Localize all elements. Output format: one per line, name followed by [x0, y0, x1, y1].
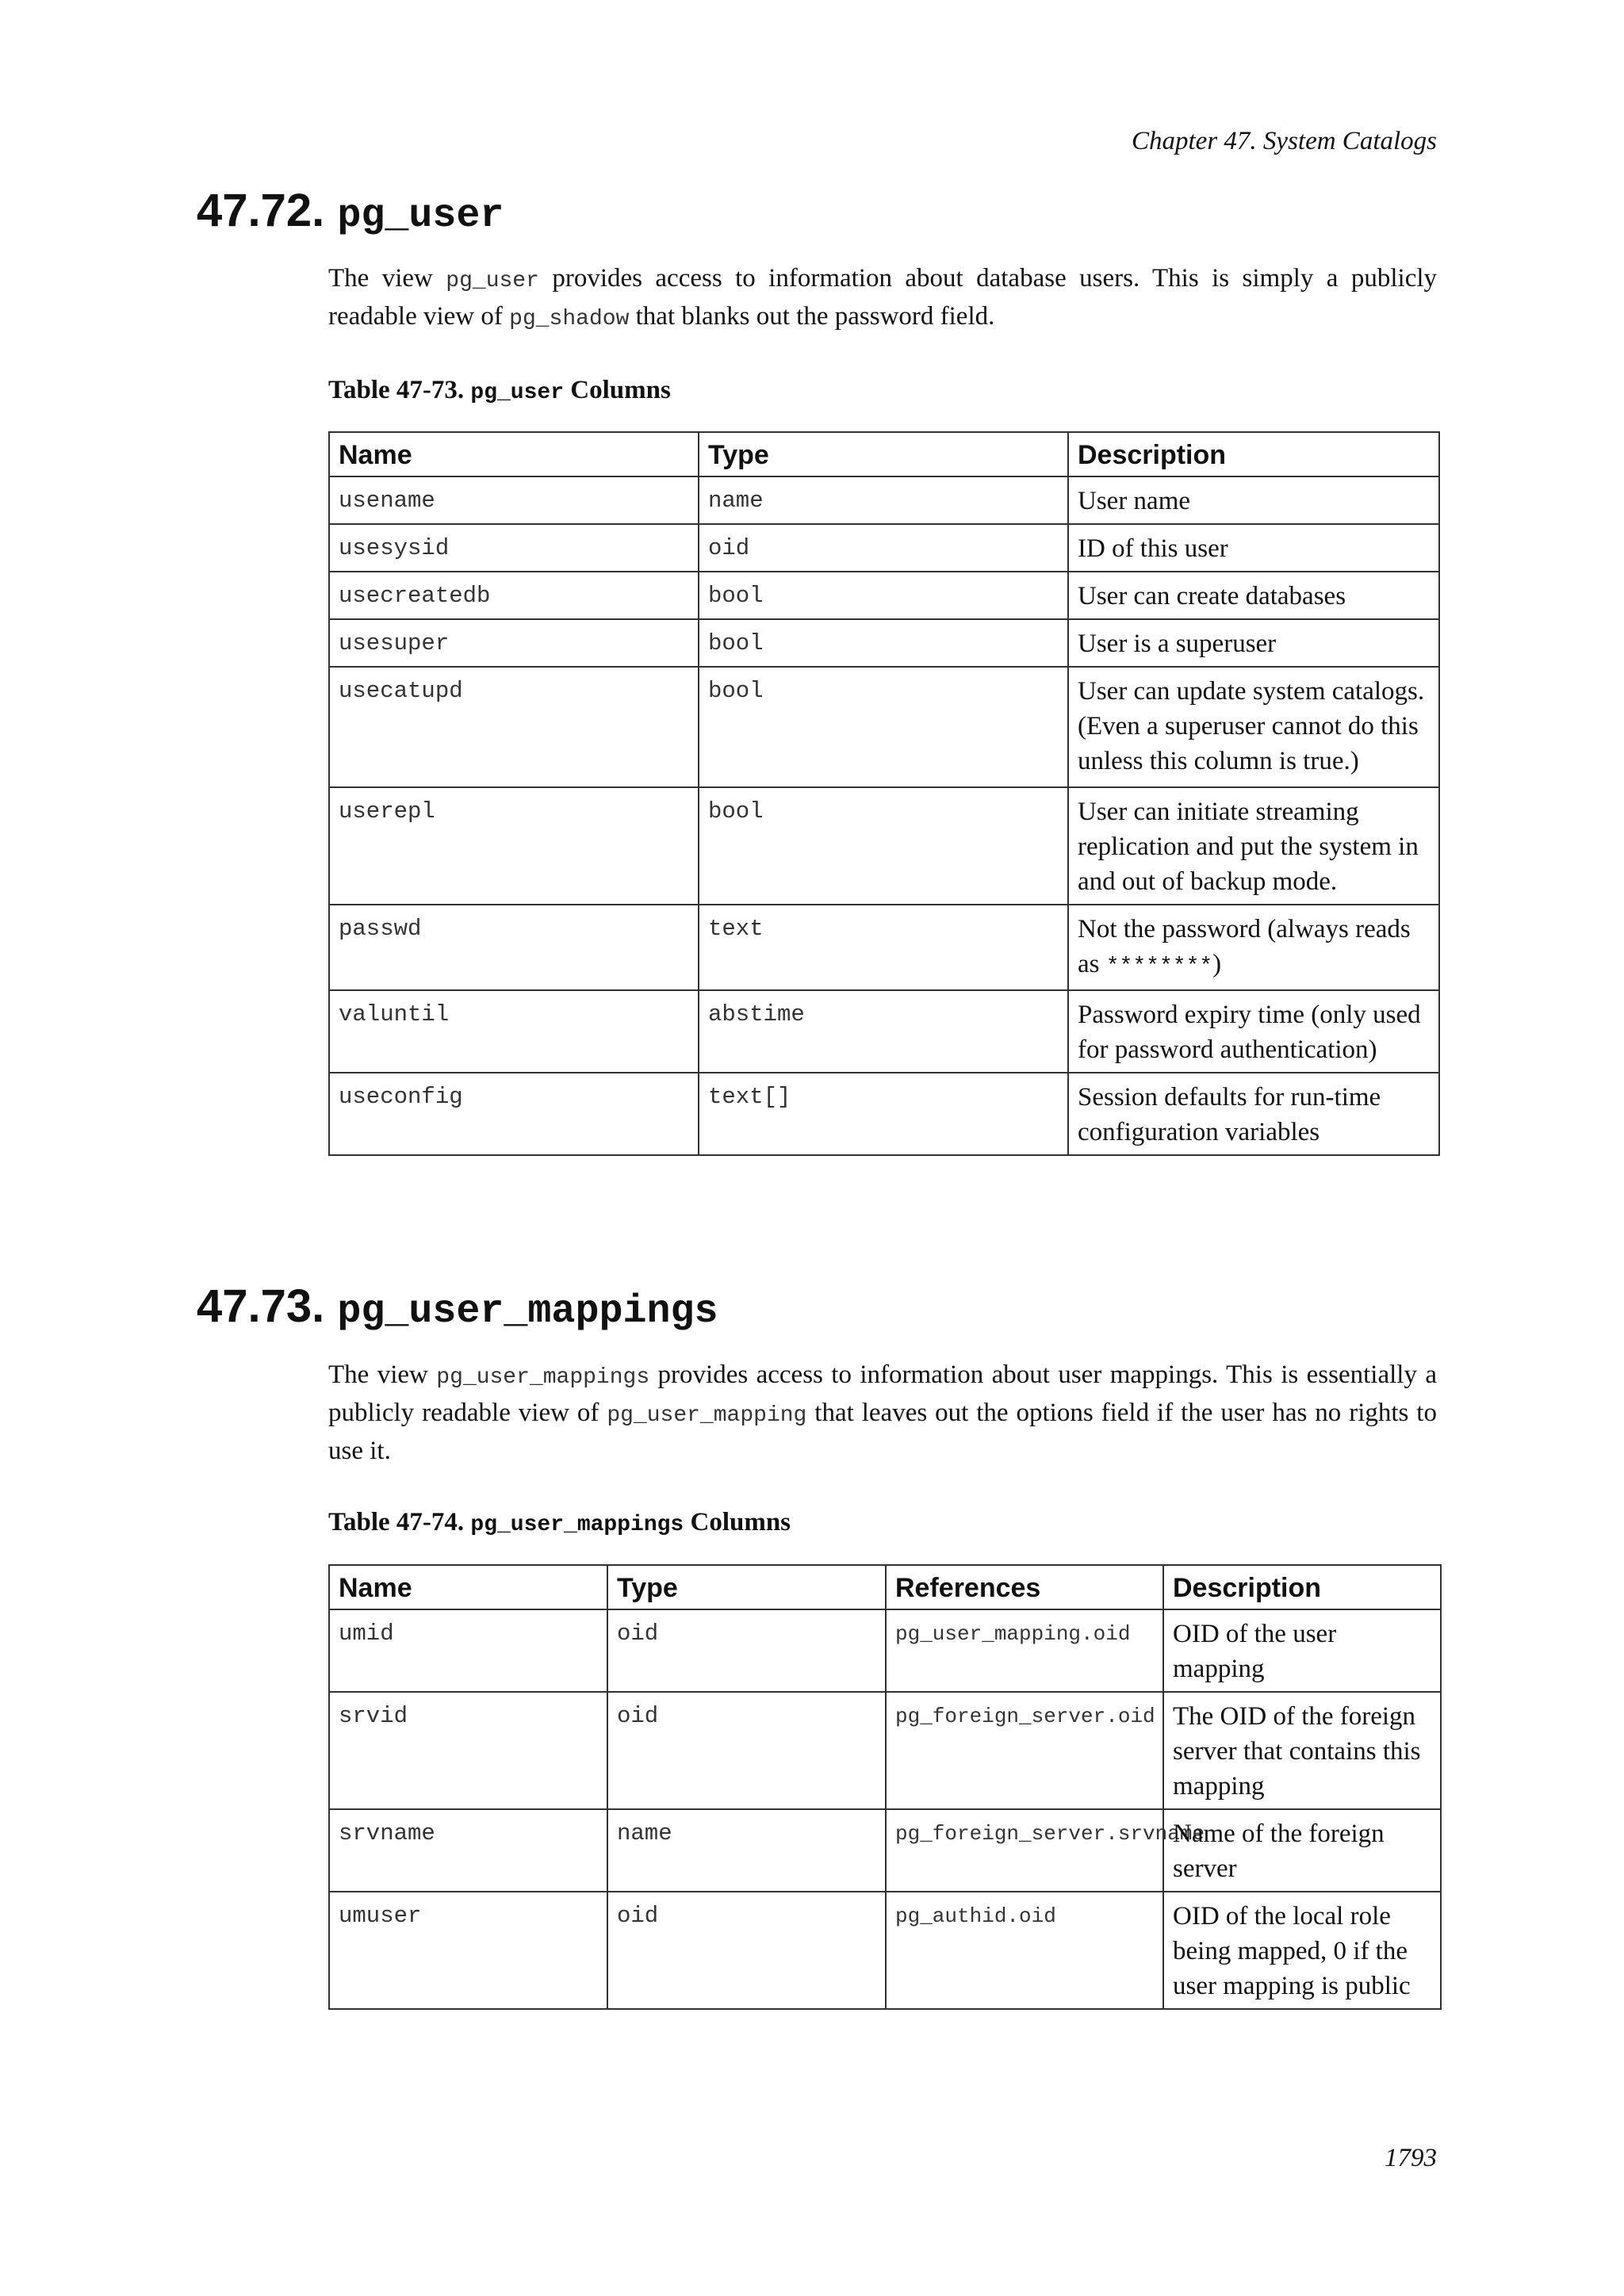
column-header-type: Type: [699, 432, 1068, 476]
inline-code: pg_user: [446, 269, 539, 293]
cell-type: bool: [699, 572, 1068, 619]
section-heading-pg-user: [197, 184, 504, 239]
table-row: [329, 1609, 1441, 1692]
table-row: [329, 1073, 1439, 1155]
cell-name: valuntil: [329, 990, 699, 1073]
caption-label: Table 47-74.: [328, 1508, 471, 1536]
cell-type: name: [699, 476, 1068, 524]
cell-name: userepl: [329, 787, 699, 905]
cell-type: text[]: [699, 1073, 1068, 1155]
cell-type: oid: [607, 1692, 886, 1809]
running-header: Chapter 47. System Catalogs: [1132, 127, 1437, 155]
para-text: provides access to information about user mappings. This is essentially a publicly readable view of: [328, 1360, 1438, 1427]
para-text: provides access to information about database users. This is simply a publicly readable view of: [328, 264, 1438, 331]
caption-suffix: Columns: [684, 1508, 791, 1536]
cell-name: umuser: [329, 1892, 607, 2009]
table-row: [329, 524, 1439, 572]
cell-type: abstime: [699, 990, 1068, 1073]
cell-description: User can update system catalogs. (Even a superuser cannot do this unless this column is true.): [1068, 667, 1439, 787]
cell-name: usesuper: [329, 619, 699, 667]
caption-suffix: Columns: [564, 376, 671, 404]
cell-references: pg_foreign_server.srvname: [886, 1809, 1163, 1892]
para-text: that leaves out the options field if the user has no rights to use it.: [328, 1399, 1437, 1465]
inline-code: pg_user_mappings: [436, 1365, 650, 1390]
caption-label: Table 47-73.: [328, 376, 471, 404]
cell-type: oid: [607, 1892, 886, 2009]
cell-name: srvid: [329, 1692, 607, 1809]
column-header-type: Type: [607, 1565, 886, 1609]
cell-name: srvname: [329, 1809, 607, 1892]
cell-name: usesysid: [329, 524, 699, 572]
cell-name: usecreatedb: [329, 572, 699, 619]
cell-type: name: [607, 1809, 886, 1892]
cell-type: bool: [699, 787, 1068, 905]
cell-description: Session defaults for run-time configuration variables: [1068, 1073, 1439, 1155]
cell-references: pg_foreign_server.oid: [886, 1692, 1163, 1809]
desc-inline-code: ********: [1105, 955, 1213, 979]
cell-description: The OID of the foreign server that contains this mapping: [1163, 1692, 1441, 1809]
cell-type: bool: [699, 619, 1068, 667]
table-row: [329, 1692, 1441, 1809]
cell-description: ID of this user: [1068, 524, 1439, 572]
table-row: [329, 476, 1439, 524]
table-row: [329, 1892, 1441, 2009]
section-intro-paragraph: [328, 1357, 1437, 1469]
table-row: [329, 1809, 1441, 1892]
desc-text: ): [1212, 950, 1222, 978]
para-text: The view: [328, 264, 446, 293]
cell-description: User name: [1068, 476, 1439, 524]
cell-name: useconfig: [329, 1073, 699, 1155]
table-row: [329, 990, 1439, 1073]
pg-user-columns-table: [328, 431, 1440, 1156]
table-row: [329, 667, 1439, 787]
table-row: [329, 787, 1439, 905]
pg-user-mappings-columns-table: [328, 1564, 1442, 2010]
table-row: [329, 572, 1439, 619]
section-title-code: pg_user: [337, 193, 504, 239]
section-heading-pg-user-mappings: [197, 1280, 718, 1334]
section-number: 47.73.: [197, 1280, 325, 1332]
caption-code: pg_user_mappings: [470, 1513, 684, 1537]
cell-description: Password expiry time (only used for password authentication): [1068, 990, 1439, 1073]
cell-type: bool: [699, 667, 1068, 787]
inline-code: pg_shadow: [509, 307, 630, 331]
column-header-name: Name: [329, 432, 699, 476]
column-header-description: Description: [1068, 432, 1439, 476]
cell-description: OID of the user mapping: [1163, 1609, 1441, 1692]
cell-name: usename: [329, 476, 699, 524]
table-row: [329, 905, 1439, 990]
para-text: that blanks out the password field.: [629, 302, 995, 331]
cell-description: Name of the foreign server: [1163, 1809, 1441, 1892]
cell-type: oid: [699, 524, 1068, 572]
cell-references: pg_authid.oid: [886, 1892, 1163, 2009]
table-header-row: [329, 1565, 1441, 1609]
table-row: [329, 619, 1439, 667]
inline-code: pg_user_mapping: [607, 1403, 807, 1428]
cell-references: pg_user_mapping.oid: [886, 1609, 1163, 1692]
cell-description: User can initiate streaming replication and put the system in and out of backup mode.: [1068, 787, 1439, 905]
cell-description: OID of the local role being mapped, 0 if the user mapping is public: [1163, 1892, 1441, 2009]
table-caption: [328, 376, 671, 405]
table-caption: [328, 1508, 791, 1537]
section-intro-paragraph: [328, 261, 1437, 337]
column-header-references: References: [886, 1565, 1163, 1609]
cell-type: oid: [607, 1609, 886, 1692]
table-header-row: [329, 432, 1439, 476]
column-header-name: Name: [329, 1565, 607, 1609]
desc-text: Not the password (always reads as: [1078, 915, 1411, 978]
cell-type: text: [699, 905, 1068, 990]
para-text: The view: [328, 1360, 437, 1389]
caption-code: pg_user: [470, 381, 565, 405]
cell-description: User can create databases: [1068, 572, 1439, 619]
section-number: 47.72.: [197, 185, 325, 236]
cell-name: usecatupd: [329, 667, 699, 787]
cell-name: passwd: [329, 905, 699, 990]
cell-description: User is a superuser: [1068, 619, 1439, 667]
column-header-description: Description: [1163, 1565, 1441, 1609]
section-title-code: pg_user_mappings: [337, 1289, 718, 1334]
cell-name: umid: [329, 1609, 607, 1692]
cell-description: [1068, 905, 1439, 990]
page-number: 1793: [1385, 2144, 1437, 2172]
